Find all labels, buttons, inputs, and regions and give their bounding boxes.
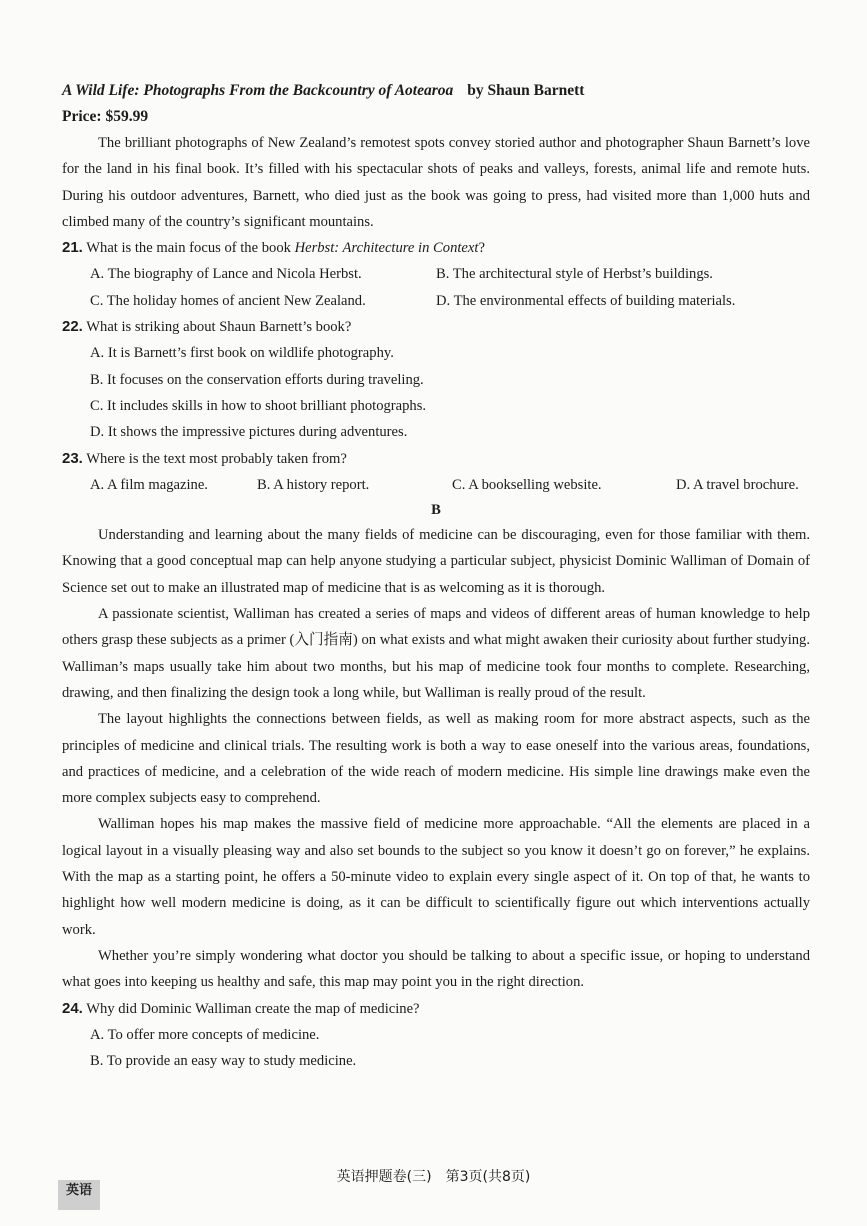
option-a[interactable]: A. The biography of Lance and Nicola Herbst. xyxy=(90,266,362,283)
option-d[interactable]: D. A travel brochure. xyxy=(676,476,799,493)
book-description: The brilliant photographs of New Zealand’s remotest spots convey storied author and photographer Shaun Barnett’s love for the land in his final book. It’s filled with his spectacular shots of peaks and valleys, forests, animal life and remote huts. During his outdoor adventures, Barnett, who died just as the book was going to press, had visited more than 1,000 huts and climbed many of the country’s significant mountains. xyxy=(62,135,810,230)
passage-paragraph: Understanding and learning about the many fields of medicine can be discouraging, even for those familiar with them. Knowing that a good conceptual map can help anyone studying a particular subject, physicist Dominic Walliman of Domain of Science set out to make an illustrated map of medicine that is as welcoming as it is thorough. xyxy=(62,527,810,596)
option-b[interactable]: B. A history report. xyxy=(257,476,370,493)
option-a[interactable]: A. A film magazine. xyxy=(90,476,208,493)
options-21-row2 xyxy=(62,288,810,314)
question-21 xyxy=(62,235,810,261)
option-b[interactable]: B. The architectural style of Herbst’s buildings. xyxy=(436,266,713,283)
option-c[interactable]: C. A bookselling website. xyxy=(452,476,602,493)
question-22 xyxy=(62,314,810,340)
book-heading xyxy=(62,78,810,104)
passage-paragraph: A passionate scientist, Walliman has created a series of maps and videos of different areas of human knowledge to help others grasp these subjects as a primer (入门指南) on what exists and what might awaken their curiosity about further studying. Walliman’s maps usually take him about two months, but his map of medicine took four months to complete. Researching, drawing, and then finalizing the design took a long while, but Walliman is really proud of the result. xyxy=(62,606,810,701)
option-a[interactable]: A. It is Barnett’s first book on wildlife photography. xyxy=(90,345,394,362)
option-c[interactable]: C. The holiday homes of ancient New Zealand. xyxy=(90,292,366,309)
passage-paragraph: Whether you’re simply wondering what doctor you should be talking to about a specific issue, or hoping to understand what goes into keeping us healthy and safe, this map may point you in the right direction. xyxy=(62,947,810,991)
question-number: 24. xyxy=(62,999,83,1017)
option-d[interactable]: D. It shows the impressive pictures during adventures. xyxy=(90,424,408,441)
question-stem: What is striking about Shaun Barnett’s book? xyxy=(82,319,352,336)
question-stem-end: ? xyxy=(478,240,485,257)
question-number: 23. xyxy=(62,449,83,467)
question-number: 21. xyxy=(62,239,83,257)
passage-paragraph: Walliman hopes his map makes the massive field of medicine more approachable. “All the elements are placed in a logical layout in a visually pleasing way and also set bounds to the subject so you know it doesn’t go on forever,” he explains. With the map as a starting point, he offers a 50-minute video to explain every single aspect of it. On top of that, he wants to highlight how well modern medicine is doing, as it can be difficult to scientifically figure out which interventions actually work. xyxy=(62,816,810,938)
subject-badge: 英语 xyxy=(58,1180,100,1210)
question-24 xyxy=(62,996,810,1022)
section-b-label: B xyxy=(431,502,441,519)
question-book-title: Herbst: Architecture in Context xyxy=(294,240,479,257)
option-a[interactable]: A. To offer more concepts of medicine. xyxy=(90,1026,320,1043)
options-21-row1 xyxy=(62,261,810,287)
page-footer: 英语押题卷(三) 第3页(共8页) xyxy=(336,1169,531,1185)
question-stem: What is the main focus of the book xyxy=(82,240,295,257)
question-stem: Why did Dominic Walliman create the map of medicine? xyxy=(82,1000,420,1017)
question-number: 22. xyxy=(62,318,83,336)
question-23 xyxy=(62,446,810,472)
book-title: A Wild Life: Photographs From the Backcountry of Aotearoa xyxy=(62,82,454,99)
options-23 xyxy=(62,472,810,498)
option-b[interactable]: B. To provide an easy way to study medicine. xyxy=(90,1053,357,1070)
question-stem: Where is the text most probably taken from? xyxy=(82,450,347,467)
option-b[interactable]: B. It focuses on the conservation efforts during traveling. xyxy=(90,371,424,388)
passage-paragraph: The layout highlights the connections between fields, as well as making room for more abstract aspects, such as the principles of medicine and clinical trials. The resulting work is both a way to ease oneself into the various areas, foundations, and practices of medicine, and a celebration of the wide reach of modern medicine. His simple line drawings make even the more complex subjects easy to comprehend. xyxy=(62,711,810,807)
option-c[interactable]: C. It includes skills in how to shoot brilliant photographs. xyxy=(90,397,427,414)
page-content xyxy=(62,78,810,1074)
book-price: Price: $59.99 xyxy=(62,108,149,125)
book-author: by Shaun Barnett xyxy=(467,82,585,99)
option-d[interactable]: D. The environmental effects of building materials. xyxy=(436,292,736,309)
